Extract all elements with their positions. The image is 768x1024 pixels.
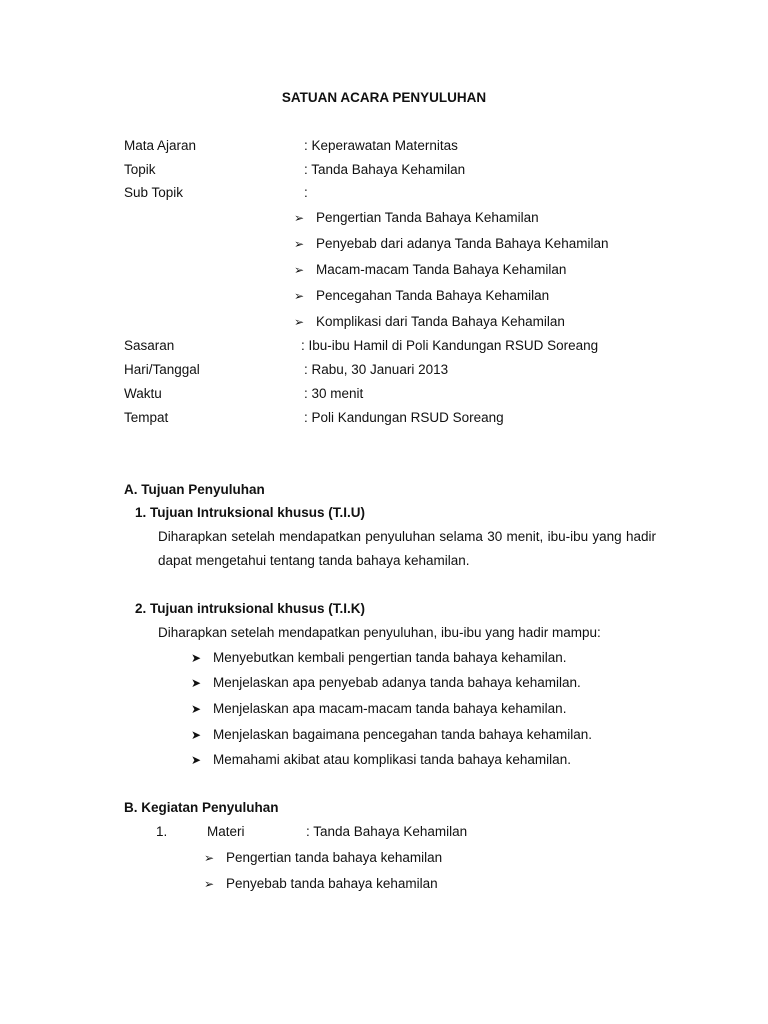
tik-item [191,701,566,717]
subtopic-item [294,288,549,304]
value-tempat: : Poli Kandungan RSUD Soreang [304,410,504,425]
materi-item-text: Penyebab tanda bahaya kehamilan [226,876,438,891]
tik-item [191,650,567,666]
label-mata-ajaran: Mata Ajaran [124,138,197,153]
tik-item-text: Menjelaskan apa penyebab adanya tanda bahaya kehamilan. [213,675,581,690]
arrow-bullet-icon: ➤ [191,676,202,690]
materi-item [204,876,438,892]
materi-item [204,850,442,866]
arrow-bullet-icon: ➢ [294,289,305,303]
label-tempat: Tempat [124,410,169,425]
value-waktu: : 30 menit [304,386,364,401]
materi-number: 1. [156,824,168,839]
materi-item-text: Pengertian tanda bahaya kehamilan [226,850,443,865]
subtopic-text: Komplikasi dari Tanda Bahaya Kehamilan [316,314,565,329]
tik-item-text: Menyebutkan kembali pengertian tanda bahaya kehamilan. [213,650,567,665]
materi-value: : Tanda Bahaya Kehamilan [306,824,468,839]
tik-item [191,675,581,691]
tik-item-text: Menjelaskan bagaimana pencegahan tanda bahaya kehamilan. [213,727,593,742]
value-sub-topik: : [304,185,308,200]
document-title: SATUAN ACARA PENYULUHAN [281,90,487,105]
tik-item-text: Menjelaskan apa macam-macam tanda bahaya kehamilan. [213,701,567,716]
label-hari-tanggal: Hari/Tanggal [124,362,200,377]
subtopic-item [294,210,539,226]
subtopic-text: Pencegahan Tanda Bahaya Kehamilan [316,288,550,303]
label-sub-topik: Sub Topik [124,185,184,200]
tik-intro: Diharapkan setelah mendapatkan penyuluhan, ibu-ibu yang hadir mampu: [158,625,601,640]
tik-item [191,752,571,768]
subtopic-item [294,262,566,278]
tiu-paragraph: Diharapkan setelah mendapatkan penyuluhan selama 30 menit, ibu-ibu yang hadir dapat mengetahui tentang tanda bahaya kehamilan. [158,529,656,568]
label-topik: Topik [124,162,156,177]
arrow-bullet-icon: ➢ [294,315,305,329]
section-b-title: . Kegiatan Penyuluhan [133,800,279,815]
tiu-heading: 1. Tujuan Intruksional khusus (T.I.U) [135,505,366,520]
subtopic-item [294,236,608,252]
arrow-bullet-icon: ➤ [191,753,202,767]
subtopic-text: Pengertian Tanda Bahaya Kehamilan [316,210,539,225]
value-sasaran: : Ibu-ibu Hamil di Poli Kandungan RSUD Soreang [301,338,599,353]
arrow-bullet-icon: ➤ [191,651,202,665]
arrow-bullet-icon: ➢ [294,211,305,225]
value-mata-ajaran: : Keperawatan Maternitas [304,138,458,153]
arrow-bullet-icon: ➢ [204,851,215,865]
label-waktu: Waktu [124,386,162,401]
label-sasaran: Sasaran [124,338,175,353]
value-topik: : Tanda Bahaya Kehamilan [304,162,466,177]
section-b-heading [124,800,279,816]
arrow-bullet-icon: ➤ [191,728,202,742]
section-a-heading: A. Tujuan Penyuluhan [124,482,265,497]
arrow-bullet-icon: ➢ [204,877,215,891]
value-hari-tanggal: : Rabu, 30 Januari 2013 [304,362,449,377]
arrow-bullet-icon: ➢ [294,237,305,251]
section-b-letter: B [124,800,134,815]
tik-item [191,727,592,743]
materi-label: Materi [207,824,245,839]
tik-item-text: Memahami akibat atau komplikasi tanda bahaya kehamilan. [213,752,571,767]
subtopic-text: Penyebab dari adanya Tanda Bahaya Kehamilan [316,236,609,251]
subtopic-item [294,314,565,330]
arrow-bullet-icon: ➤ [191,702,202,716]
subtopic-text: Macam-macam Tanda Bahaya Kehamilan [316,262,567,277]
arrow-bullet-icon: ➢ [294,263,305,277]
tik-heading: 2. Tujuan intruksional khusus (T.I.K) [135,601,366,616]
